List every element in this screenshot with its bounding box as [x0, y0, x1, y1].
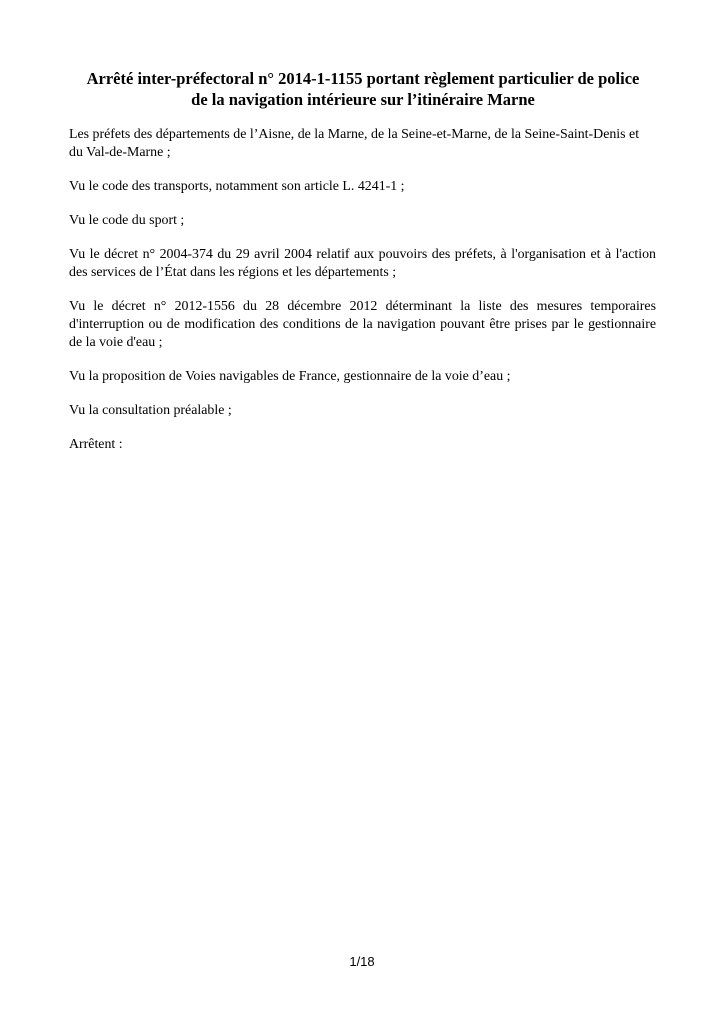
arretent-heading: Arrêtent :	[69, 437, 123, 452]
visa-code-transports: Vu le code des transports, notamment son article L. 4241-1 ;	[69, 179, 405, 194]
visa-consultation: Vu la consultation préalable ;	[69, 403, 232, 418]
title-line-2: de la navigation intérieure sur l’itinéraire Marne	[191, 90, 535, 109]
visa-code-sport: Vu le code du sport ;	[69, 213, 185, 228]
visa-proposition-vnf: Vu la proposition de Voies navigables de France, gestionnaire de la voie d’eau ;	[69, 369, 511, 384]
title-line-1: Arrêté inter-préfectoral n° 2014-1-1155 portant règlement particulier de police	[86, 69, 640, 88]
visa-decret-2004-374: Vu le décret n° 2004-374 du 29 avril 2004 relatif aux pouvoirs des préfets, à l'organisation et à l'action des services de l’État dans les régions et les départements ;	[69, 247, 656, 280]
preamble-paragraph: Les préfets des départements de l’Aisne, de la Marne, de la Seine-et-Marne, de la Seine-Saint-Denis et du Val-de-Marne ;	[69, 127, 640, 160]
document-title	[70, 68, 656, 110]
document-body	[69, 126, 656, 470]
page-number: 1/18	[349, 954, 375, 969]
visa-decret-2012-1556: Vu le décret n° 2012-1556 du 28 décembre 2012 déterminant la liste des mesures temporaires d'interruption ou de modification des conditions de la navigation pouvant être prises par le gestionnaire de la voie d'eau ;	[69, 299, 656, 350]
